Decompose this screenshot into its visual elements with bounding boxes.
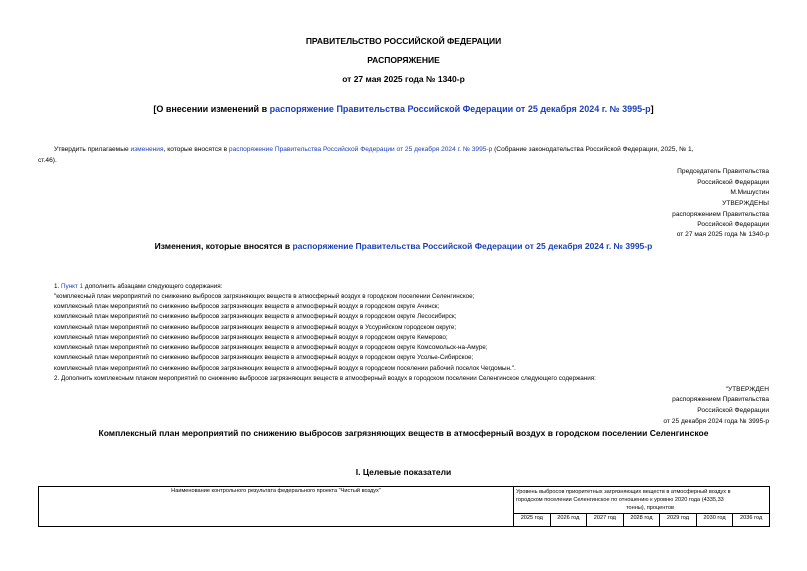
paragraph: комплексный план мероприятий по снижению выбросов загрязняющих веществ в атмосферный воздух в городском поселении рабочий поселок Чегдомын.". [54,365,516,372]
intro-text-1: Утвердить прилагаемые [54,146,131,153]
title-suffix: ] [650,104,654,114]
year-cell: 2027 год [587,514,624,527]
table-header-emission-level [514,487,770,514]
signature-line-2: Российской Федерации [697,179,769,186]
signature-line-3: М.Мишустин [730,189,769,196]
target-indicators-table [38,486,770,527]
table-header-result-name: Наименование контрольного результата федерального проекта "Чистый воздух" [39,487,514,527]
paragraph: 2. Дополнить комплексным планом мероприятий по снижению выбросов загрязняющих веществ в атмосферный воздух в городском поселении Селенгинское следующего содержания: [54,375,596,382]
paragraph: комплексный план мероприятий по снижению выбросов загрязняющих веществ в атмосферный воздух в городском округе Кемерово; [54,334,448,341]
document-date-number: от 27 мая 2025 года № 1340-р [342,74,465,84]
paragraph: комплексный план мероприятий по снижению выбросов загрязняющих веществ в атмосферный воздух в городском округе Комсомольск-на-Амуре; [54,344,488,351]
year-cell: 2030 год [696,514,733,527]
emission-header-line-1: Уровень выбросов приоритетных загрязняющих веществ в атмосферный воздух в [516,489,731,495]
changes-heading-link[interactable]: распоряжение Правительства Российской Федерации от 25 декабря 2024 г. № 3995-р [292,241,653,251]
item-1 [54,283,222,290]
intro-text-3: (Собрание законодательства Российской Федерации, 2025, № 1, [492,146,694,153]
intro-text-4: ст.46). [38,157,57,164]
approved-line-1: УТВЕРЖДЕНЫ [722,200,769,207]
plan-heading: Комплексный план мероприятий по снижению выбросов загрязняющих веществ в атмосферный воздух в городском поселении Селенгинское [98,428,709,438]
approved2-line-2: распоряжением Правительства [672,396,769,403]
year-cell: 2026 год [550,514,587,527]
approved-line-3: Российской Федерации [697,221,769,228]
document-title [0,104,807,114]
section-heading: I. Целевые показатели [355,467,452,477]
signature-line-1: Председатель Правительства [677,168,769,175]
document-type: РАСПОРЯЖЕНИЕ [367,55,440,65]
approved2-line-4: от 25 декабря 2024 года № 3995-р [663,418,769,425]
intro-paragraph [54,146,694,153]
paragraph: комплексный план мероприятий по снижению выбросов загрязняющих веществ в атмосферный воздух в городском округе Усолье-Сибирское; [54,354,474,361]
approved-line-2: распоряжением Правительства [672,211,769,218]
approved2-line-1: "УТВЕРЖДЕН [725,386,769,393]
paragraph: комплексный план мероприятий по снижению выбросов загрязняющих веществ в атмосферный воздух в Уссурийском городском округе; [54,324,457,331]
paragraph: комплексный план мероприятий по снижению выбросов загрязняющих веществ в атмосферный воздух в городском округе Лесосибирск; [54,313,457,320]
government-name: ПРАВИТЕЛЬСТВО РОССИЙСКОЙ ФЕДЕРАЦИИ [305,36,502,46]
title-link[interactable]: распоряжение Правительства Российской Федерации от 25 декабря 2024 г. № 3995-р [269,104,651,114]
item-1-link[interactable]: Пункт 1 [61,283,84,290]
changes-heading-prefix: Изменения, которые вносятся в [154,241,293,251]
intro-text-2: , которые вносятся в [163,146,229,153]
approved-line-4: от 27 мая 2025 года № 1340-р [676,231,769,238]
year-cell: 2029 год [660,514,697,527]
item-1-text: дополнить абзацами следующего содержания: [83,283,223,290]
item-1-number: 1. [54,283,62,290]
intro-link-order[interactable]: распоряжение Правительства Российской Федерации от 25 декабря 2024 г. № 3995-р [228,146,493,153]
changes-heading [0,241,807,251]
approved2-line-3: Российской Федерации [697,407,769,414]
emission-header-line-2: городском поселении Селенгинское по отношению к уровню 2020 года (4335,33 [516,497,724,503]
emission-header-line-3: тонны), процентов [626,505,674,511]
year-cell: 2025 год [514,514,551,527]
title-prefix: [О внесении изменений в [153,104,270,114]
paragraph: "комплексный план мероприятий по снижению выбросов загрязняющих веществ в атмосферный воздух в городском поселении Селенгинское; [54,293,475,300]
year-cell: 2036 год [733,514,770,527]
intro-link-changes[interactable]: изменения [130,146,164,153]
paragraph: комплексный план мероприятий по снижению выбросов загрязняющих веществ в атмосферный воздух в городском округе Ачинск; [54,303,440,310]
year-cell: 2028 год [623,514,660,527]
